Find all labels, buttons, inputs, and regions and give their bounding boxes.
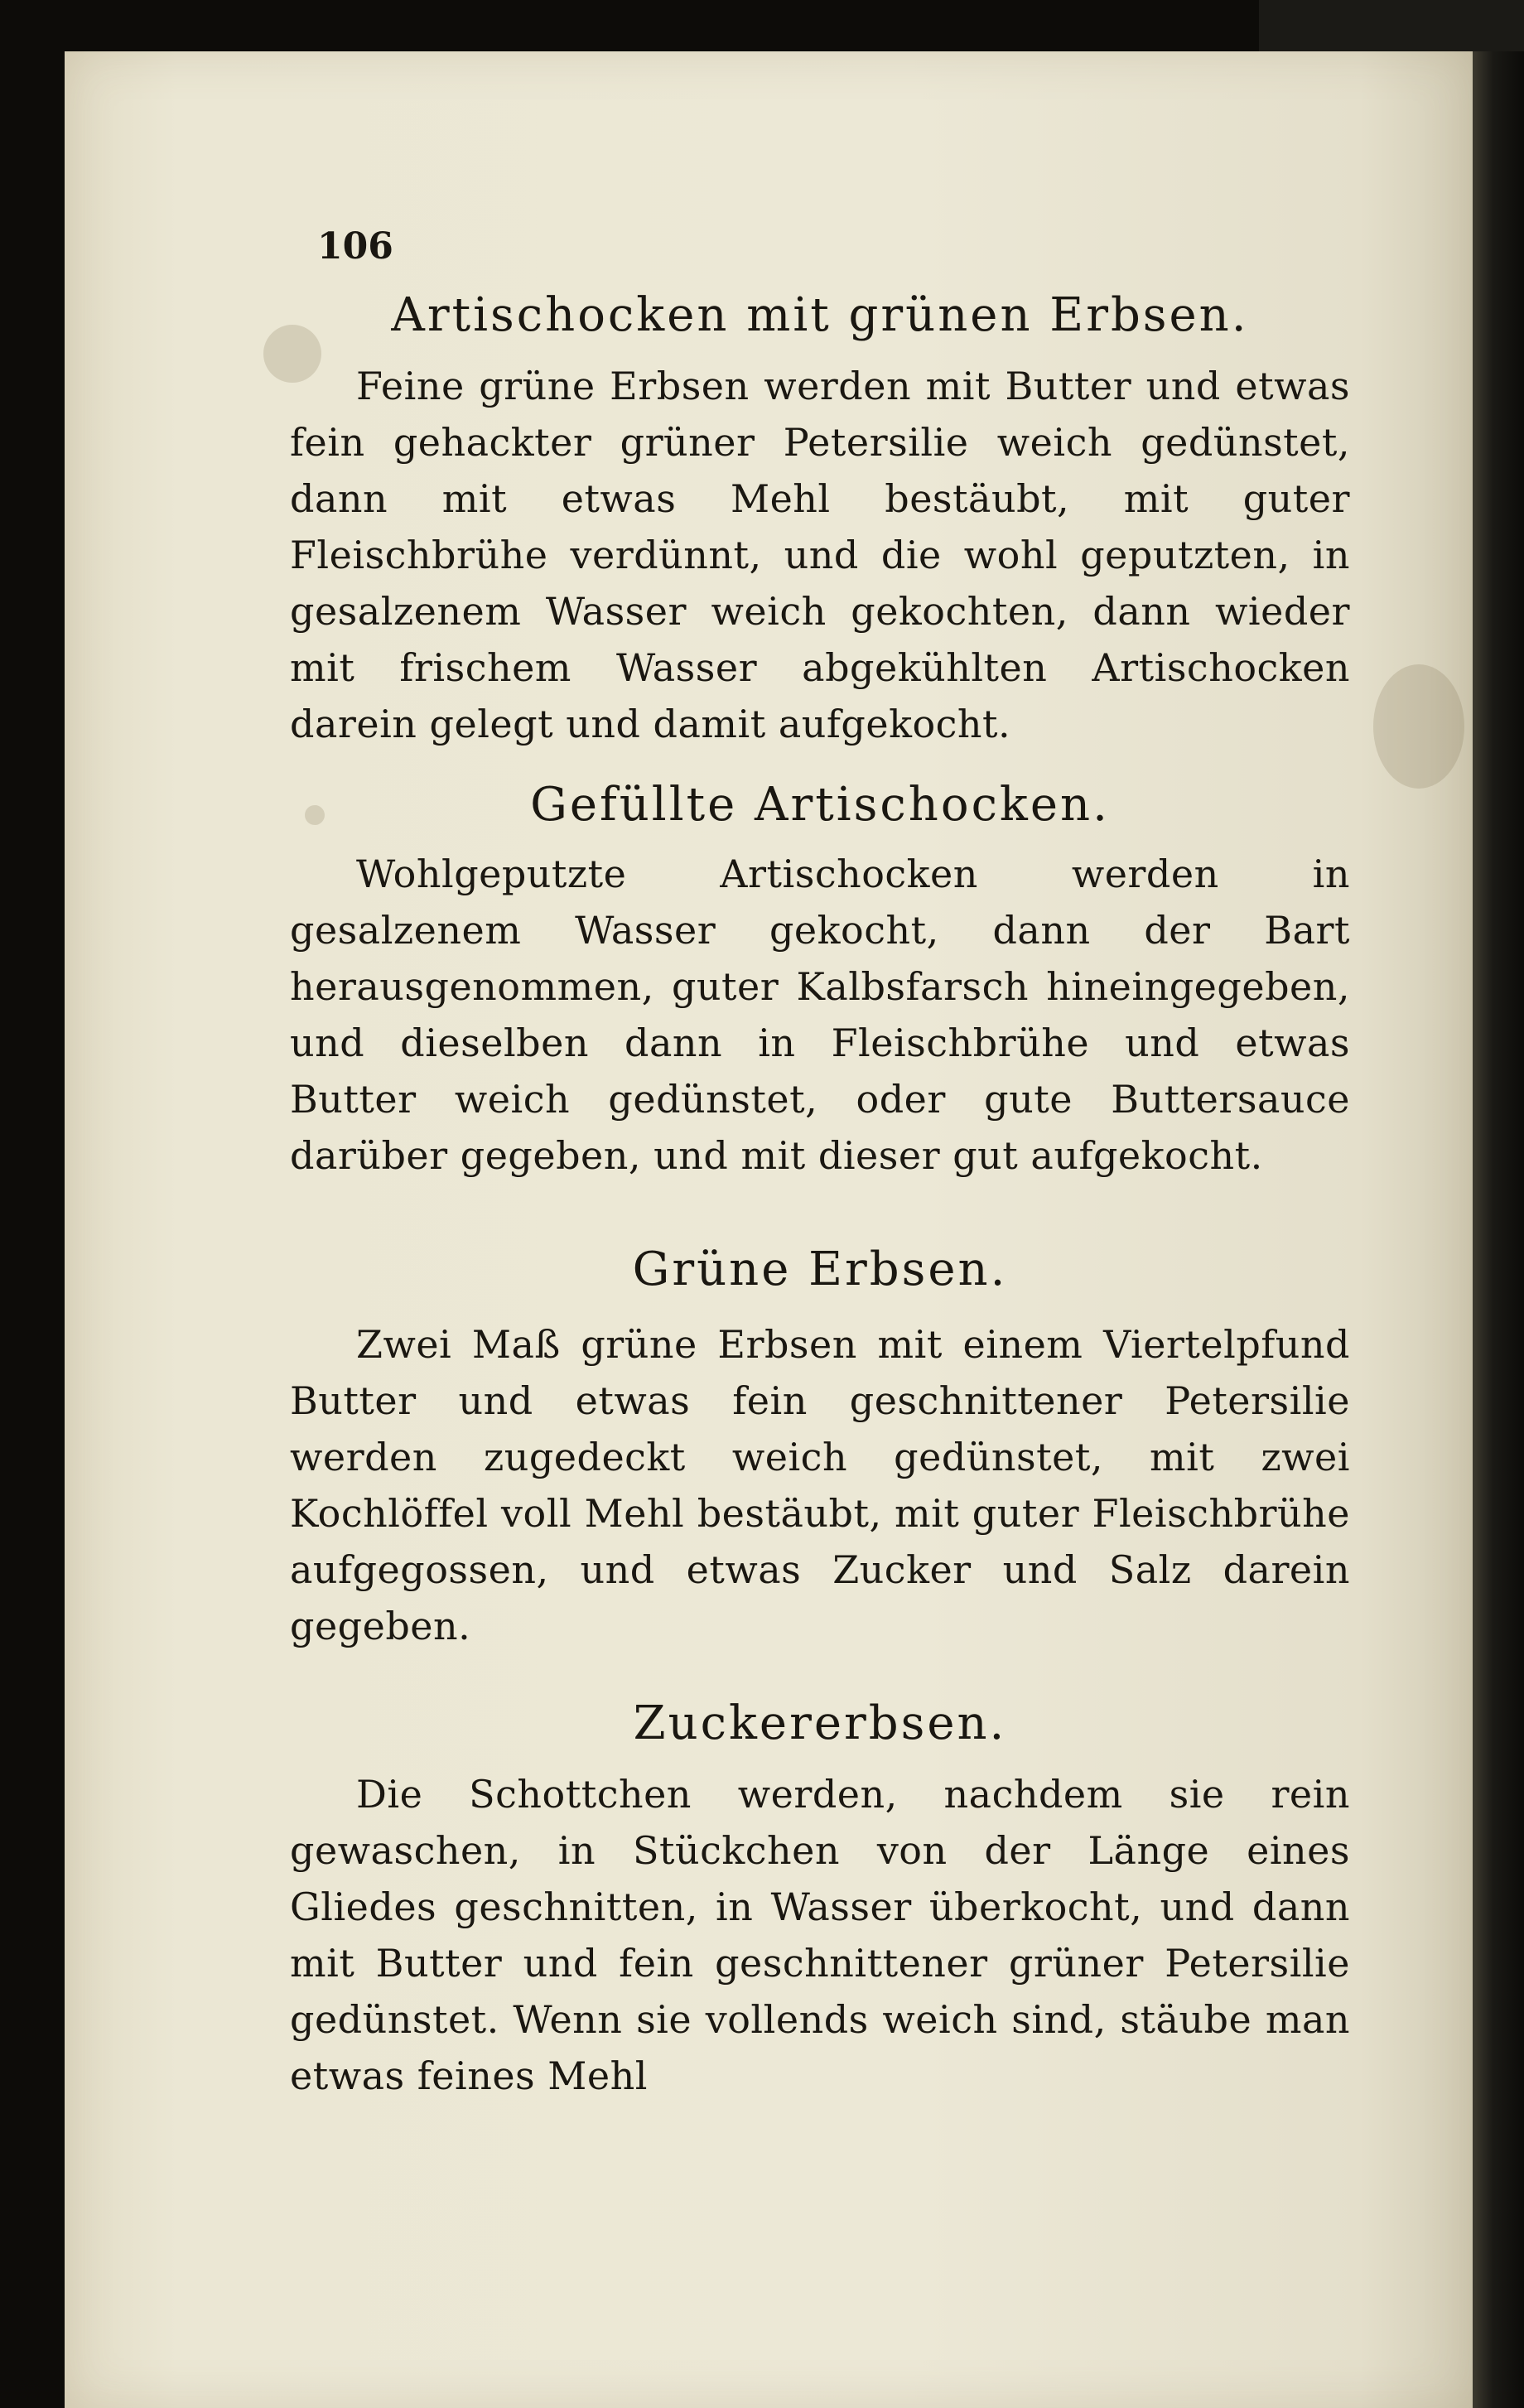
page-number: 106 — [317, 225, 393, 268]
book-fore-edge — [1473, 51, 1524, 2408]
section-body-artischocken-mit-erbsen: Feine grüne Erbsen werden mit Butter und etwas fein gehackter grüner Petersilie weich gedünstet, dann mit etwas Mehl bestäubt, mit guter Fleischbrühe verdünnt, und die wohl geputzten, in gesalzenem Wasser weich gekochten, dann wieder mit frischem Wasser abgekühlten Artischocken darein gelegt und damit aufgekocht. — [290, 364, 1350, 747]
section-body-gefuellte-artischocken: Wohlgeputzte Artischocken werden in gesalzenem Wasser gekocht, dann der Bart herausgenommen, guter Kalbsfarsch hineingegeben, und dieselben dann in Fleischbrühe und etwas Butter weich gedünstet, oder gute Buttersauce darüber gegeben, und mit dieser gut aufgekocht. — [290, 852, 1350, 1179]
section-body-gruene-erbsen: Zwei Maß grüne Erbsen mit einem Viertelpfund Butter und etwas fein geschnittener Petersilie werden zugedeckt weich gedünstet, mit zwei Kochlöffel voll Mehl bestäubt, mit guter Fleischbrühe aufgegossen, und etwas Zucker und Salz darein gegeben. — [290, 1321, 1350, 1648]
section-title-artischocken-mit-erbsen: Artischocken mit grünen Erbsen. — [391, 288, 1249, 342]
page-smudge — [1373, 664, 1464, 789]
section-title-gefuellte-artischocken: Gefüllte Artischocken. — [530, 778, 1110, 832]
section-title-zuckererbsen: Zuckererbsen. — [633, 1696, 1007, 1750]
page-text — [290, 207, 1350, 2104]
book-spine-top — [1259, 0, 1524, 51]
section-body-zuckererbsen: Die Schottchen werden, nachdem sie rein gewaschen, in Stückchen von der Länge eines Gliedes geschnitten, in Wasser überkocht, und dann mit Butter und fein geschnittener grüner Petersilie gedünstet. Wenn sie vollends weich sind, stäube man etwas feines Mehl — [290, 1771, 1350, 2098]
section-title-gruene-erbsen: Grüne Erbsen. — [632, 1243, 1008, 1297]
